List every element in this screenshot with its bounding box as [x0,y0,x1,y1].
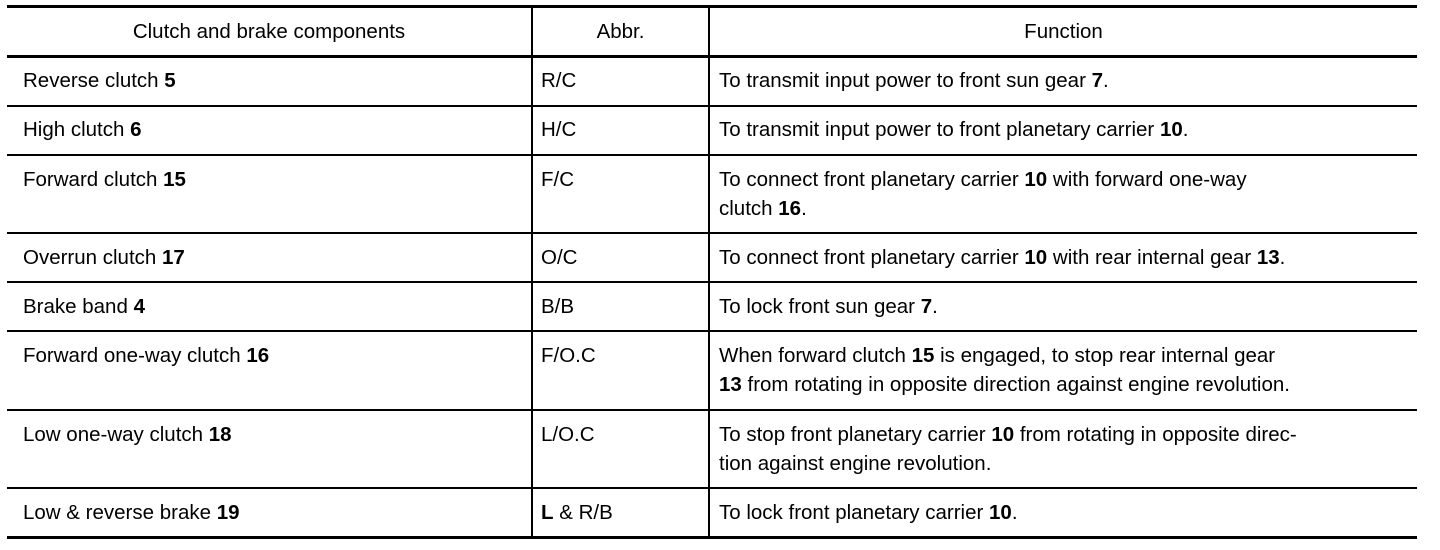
reference-number: 18 [208,423,232,446]
text-segment: is engaged, to stop rear internal gear [934,344,1276,367]
component-cell [23,341,269,370]
reference-number: 17 [162,246,185,269]
text-segment: . [932,295,938,318]
reference-number: 10 [1024,246,1048,269]
text-segment: from rotating in opposite direction against engine revolution. [741,373,1290,396]
abbr-cell [541,243,577,272]
reference-number: 10 [989,501,1012,524]
table-top-border [7,5,1417,8]
component-cell [23,243,185,272]
text-segment: High clutch [23,118,131,141]
text-segment: To connect front planetary carrier [719,168,1025,191]
function-line [719,66,1109,95]
text-segment: F/O.C [541,344,596,367]
header-components: Clutch and brake components [132,20,406,43]
abbr-cell [541,165,574,194]
text-segment: To transmit input power to front sun gear [719,69,1092,92]
text-segment: . [1103,69,1109,92]
function-line [719,165,1247,194]
text-segment: To lock front sun gear [719,295,921,318]
reference-number: 13 [1256,246,1280,269]
text-segment: Reverse clutch [23,69,165,92]
row-divider [7,281,1417,283]
function-line [719,498,1018,527]
reference-number: 4 [133,295,145,318]
reference-number: 7 [920,295,933,318]
abbr-cell [541,498,613,527]
reference-number: 15 [911,344,935,367]
text-segment: To lock front planetary carrier [719,501,990,524]
column-divider [708,5,710,539]
text-segment: clutch [719,197,779,220]
row-divider [7,154,1417,156]
text-segment: O/C [541,246,578,269]
text-segment: To stop front planetary carrier [719,423,992,446]
text-segment: Low & reverse brake [23,501,217,524]
text-segment: from rotating in opposite direc- [1014,423,1297,446]
function-line [719,449,1297,478]
text-segment: To transmit input power to front planetary carrier [719,118,1160,141]
text-segment: Overrun clutch [23,246,162,269]
component-cell [23,292,145,321]
function-line [719,370,1290,399]
function-cell [719,66,1109,95]
text-segment: & R/B [553,501,613,524]
reference-number: 7 [1091,69,1104,92]
text-segment: F/C [541,168,575,191]
text-segment: Brake band [23,295,134,318]
text-segment: To connect front planetary carrier [719,246,1025,269]
reference-number: 5 [164,69,176,92]
reference-number: 13 [719,373,742,396]
abbr-cell [541,115,576,144]
text-segment: Forward one-way clutch [23,344,247,367]
abbr-cell [541,341,596,370]
text-segment: When forward clutch [719,344,912,367]
header-function: Function [1024,20,1103,43]
text-segment: Forward clutch [23,168,164,191]
reference-number: L [541,501,554,524]
abbr-cell [541,420,595,449]
function-line [719,243,1285,272]
text-segment: . [1182,118,1189,141]
reference-number: 19 [216,501,240,524]
table-bottom-border [7,536,1417,539]
text-segment: R/C [541,69,577,92]
function-cell [719,498,1018,527]
text-segment: tion against engine revolution. [719,452,992,475]
reference-number: 10 [1024,168,1048,191]
row-divider [7,105,1417,107]
function-cell [719,115,1188,144]
header-bottom-border [7,55,1417,58]
reference-number: 16 [778,197,802,220]
function-cell [719,420,1297,478]
component-cell [23,420,232,449]
text-segment: . [1279,246,1286,269]
clutch-brake-table [7,5,1417,539]
column-divider [531,5,533,539]
function-cell [719,165,1247,223]
text-segment: with forward one-way [1047,168,1247,191]
component-cell [23,165,186,194]
header-abbr: Abbr. [596,20,645,43]
function-line [719,420,1297,449]
text-segment: L/O.C [541,423,595,446]
row-divider [7,487,1417,489]
row-divider [7,232,1417,234]
reference-number: 15 [163,168,186,191]
function-line [719,115,1188,144]
text-segment: B/B [541,295,575,318]
text-segment: H/C [541,118,577,141]
row-divider [7,330,1417,332]
text-segment: . [1011,501,1018,524]
function-cell [719,292,938,321]
function-cell [719,243,1285,272]
row-divider [7,409,1417,411]
text-segment: with rear internal gear [1047,246,1257,269]
reference-number: 16 [246,344,270,367]
component-cell [23,498,240,527]
component-cell [23,66,176,95]
abbr-cell [541,292,574,321]
text-segment: . [801,197,807,220]
function-line [719,292,938,321]
abbr-cell [541,66,576,95]
reference-number: 6 [130,118,142,141]
function-cell [719,341,1290,399]
text-segment: Low one-way clutch [23,423,209,446]
reference-number: 10 [991,423,1015,446]
reference-number: 10 [1159,118,1183,141]
component-cell [23,115,142,144]
function-line [719,341,1290,370]
function-line [719,194,1247,223]
